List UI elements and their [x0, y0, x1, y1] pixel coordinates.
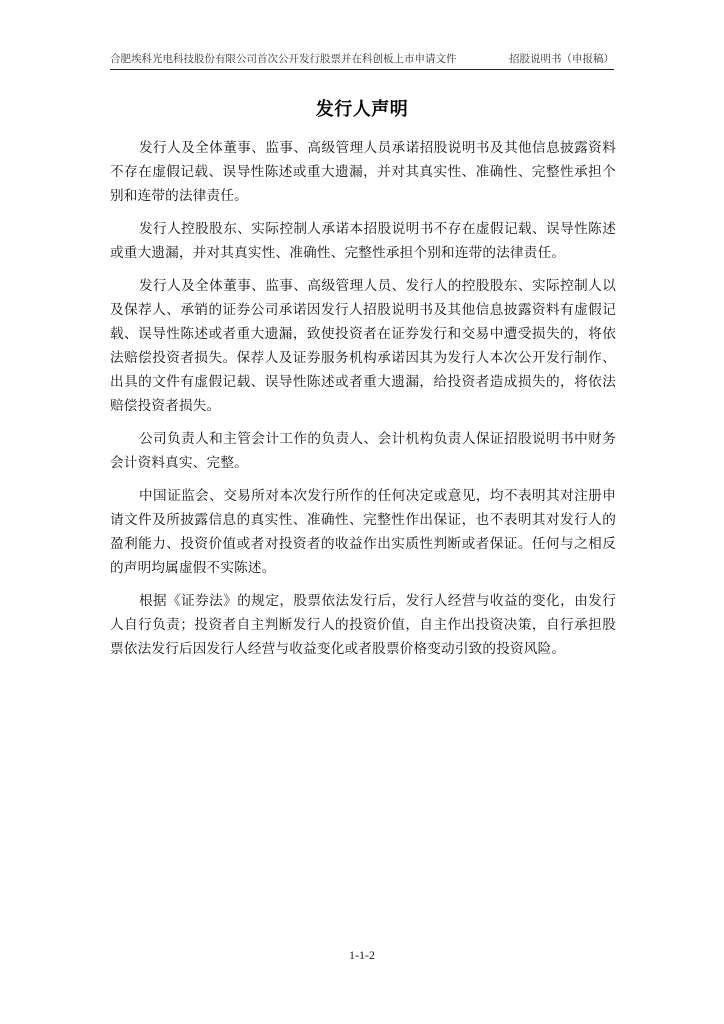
paragraph-1: 发行人及全体董事、监事、高级管理人员承诺招股说明书及其他信息披露资料不存在虚假记载、误导性陈述或重大遗漏，并对其真实性、准确性、完整性承担个别和连带的法律责任。: [110, 140, 616, 204]
paragraph-3: 发行人及全体董事、监事、高级管理人员、发行人的控股股东、实际控制人以及保荐人、承销的证券公司承诺因发行人招股说明书及其他信息披露资料有虚假记载、误导性陈述或者重大遗漏，致使投资者在证券发行和交易中遭受损失的，将依法赔偿投资者损失。保荐人及证券服务机构承诺因其为发行人本次公开发行制作、出具的文件有虚假记载、误导性陈述或者重大遗漏，给投资者造成损失的，将依法赔偿投资者损失。: [110, 278, 616, 414]
paragraph-6: 根据《证券法》的规定，股票依法发行后，发行人经营与收益的变化，由发行人自行负责；投资者自主判断发行人的投资价值，自主作出投资决策，自行承担股票依法发行后因发行人经营与收益变化或者股票价格变动引致的投资风险。: [110, 593, 616, 657]
paragraph-5: 中国证监会、交易所对本次发行所作的任何决定或意见，均不表明其对注册申请文件及所披露信息的真实性、准确性、完整性作出保证，也不表明其对发行人的盈利能力、投资价值或者对投资者的收益作出实质性判断或者保证。任何与之相反的声明均属虚假不实陈述。: [110, 488, 616, 576]
declaration-body: [110, 136, 616, 670]
header-document-type: 招股说明书（申报稿）: [509, 53, 614, 65]
header-document-name: 合肥埃科光电科技股份有限公司首次公开发行股票并在科创板上市申请文件: [110, 53, 457, 65]
paragraph-4: 公司负责人和主管会计工作的负责人、会计机构负责人保证招股说明书中财务会计资料真实、完整。: [110, 431, 616, 471]
page-title: 发行人声明: [315, 99, 409, 120]
paragraph-2: 发行人控股股东、实际控制人承诺本招股说明书不存在虚假记载、误导性陈述或重大遗漏，并对其真实性、准确性、完整性承担个别和连带的法律责任。: [110, 221, 616, 261]
running-header: [110, 51, 614, 70]
page-number: 1-1-2: [349, 948, 375, 962]
